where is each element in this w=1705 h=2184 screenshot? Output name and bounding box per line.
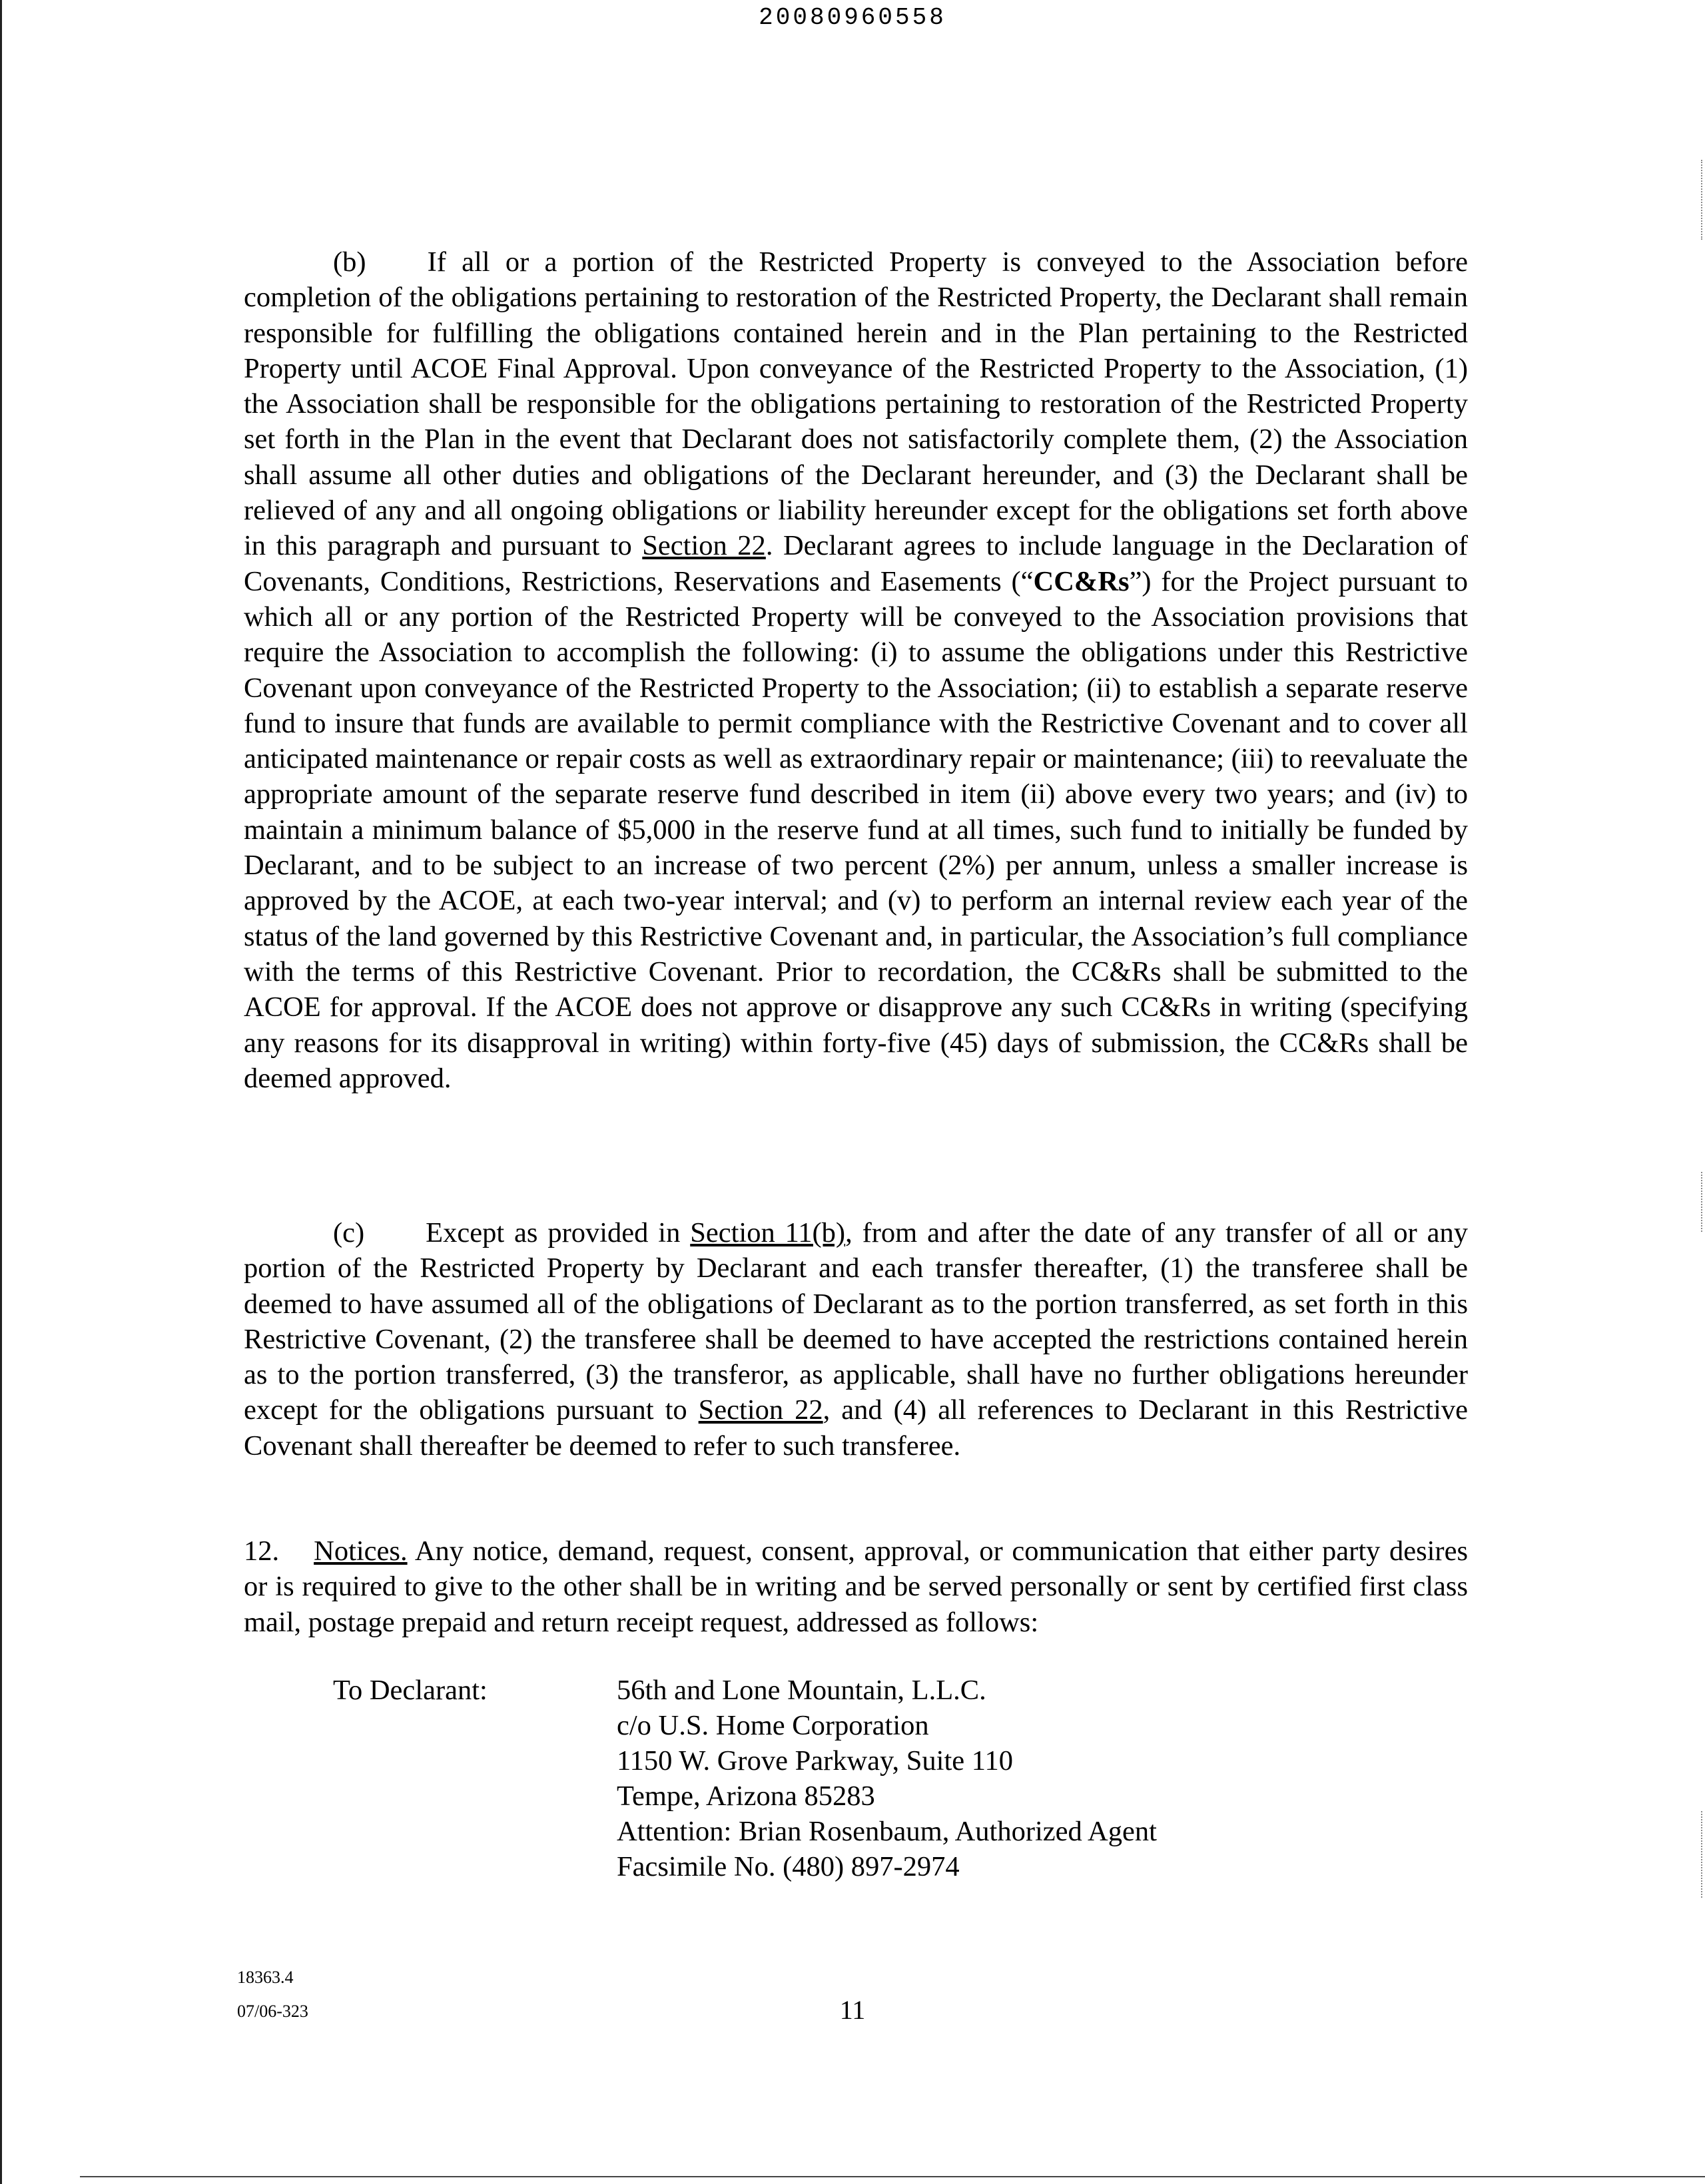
scan-edge-mark bbox=[1701, 160, 1704, 240]
paragraph-b-text: If all or a portion of the Restricted Property is conveyed to the Association before completion of the obligations pertaining to restoration of the Restricted Property, the Declarant shall remain responsible for fulfilling the obligations contained herein and in the Plan pertaining to the Restricted Property until ACOE Final Approval. Upon conveyance of the Restricted Property to the Association, (1) the Association shall be responsible for the obligations pertaining to restoration of the Restricted Property set forth in the Plan in the event that Declarant does not satisfactorily complete them, (2) the Association shall assume all other duties and obligations of the Declarant hereunder, and (3) the Declarant shall be relieved of any and all ongoing obligations or liability hereunder except for the obligations set forth above in this paragraph and pursuant to bbox=[244, 246, 1468, 562]
scan-edge-mark bbox=[1701, 1172, 1704, 1232]
document-number: 20080960558 bbox=[759, 4, 946, 31]
paragraph-b-text: . Declarant agrees to include language in the Declaration of Covenants, Conditions, Restrictions, Reservations and Easements (“ bbox=[244, 530, 1468, 597]
paragraph-b bbox=[244, 244, 1468, 1096]
address-line: 56th and Lone Mountain, L.L.C. bbox=[617, 1675, 986, 1706]
address-line: Attention: Brian Rosenbaum, Authorized Agent bbox=[617, 1816, 1157, 1847]
paragraph-c-text: , and (4) all references to Declarant in this Restrictive Covenant shall thereafter be deemed to refer to such transferee. bbox=[244, 1394, 1469, 1462]
scan-edge-mark bbox=[1701, 1811, 1704, 1898]
paragraph-c-text: Except as provided in bbox=[426, 1217, 691, 1248]
section-number: 12. bbox=[244, 1535, 280, 1567]
paragraph-c-text: , from and after the date of any transfer of all or any portion of the Restricted Property by Declarant and each transfer thereafter, (1) the transferee shall be deemed to have assumed all of the obligations of Declarant as to the portion transferred, as set forth in this Restrictive Covenant, (2) the transferee shall be deemed to have accepted the restrictions contained herein as to the portion transferred, (3) the transferor, as applicable, shall have no further obligations hereunder except for the obligations pursuant to bbox=[244, 1217, 1468, 1426]
section-12-text: Any notice, demand, request, consent, approval, or communication that either party desires or is required to give to the other shall be in writing and be served personally or sent by certified first class mail, postage prepaid and return receipt request, addressed as follows: bbox=[244, 1535, 1468, 1638]
ccrs-defined-term: CC&Rs bbox=[1033, 565, 1130, 597]
address-line: Facsimile No. (480) 897-2974 bbox=[617, 1851, 960, 1882]
address-label: To Declarant: bbox=[333, 1675, 488, 1706]
section-22-reference: Section 22 bbox=[698, 1394, 823, 1426]
section-12-notices bbox=[244, 1533, 1468, 1640]
address-line: c/o U.S. Home Corporation bbox=[617, 1710, 929, 1741]
address-lines bbox=[617, 1673, 1157, 1884]
address-line: Tempe, Arizona 85283 bbox=[617, 1780, 875, 1812]
paragraph-c-label: (c) bbox=[333, 1217, 365, 1248]
section-heading: Notices. bbox=[314, 1535, 408, 1567]
footer-revision-code: 07/06-323 bbox=[237, 2002, 308, 2021]
section-22-reference: Section 22 bbox=[642, 530, 766, 562]
address-line: 1150 W. Grove Parkway, Suite 110 bbox=[617, 1745, 1013, 1776]
section-11b-reference: Section 11(b) bbox=[690, 1217, 846, 1248]
paragraph-b-label: (b) bbox=[333, 246, 366, 278]
page-number: 11 bbox=[839, 1995, 866, 2025]
paragraph-c bbox=[244, 1215, 1468, 1464]
footer-document-code: 18363.4 bbox=[237, 1968, 294, 1987]
paragraph-b-text: ”) for the Project pursuant to which all or any portion of the Restricted Property will be conveyed to the Association provisions that require the Association to accomplish the following: (i) to assume the obligations under this Restrictive Covenant upon conveyance of the Restricted Property to the Association; (ii) to establish a separate reserve fund to insure that funds are available to permit compliance with the Restrictive Covenant and to cover all anticipated maintenance or repair costs as well as extraordinary repair or maintenance; (iii) to reevaluate the appropriate amount of the separate reserve fund described in item (ii) above every two years; and (iv) to maintain a minimum balance of $5,000 in the reserve fund at all times, such fund to initially be funded by Declarant, and to be subject to an increase of two percent (2%) per annum, unless a smaller increase is approved by the ACOE, at each two-year interval; and (v) to perform an internal review each year of the status of the land governed by this Restrictive Covenant and, in particular, the Association’s full compliance with the terms of this Restrictive Covenant. Prior to recordation, the CC&Rs shall be submitted to the ACOE for approval. If the ACOE does not approve or disapprove any such CC&Rs in writing (specifying any reasons for its disapproval in writing) within forty-five (45) days of submission, the CC&Rs shall be deemed approved. bbox=[244, 565, 1468, 1094]
scan-bottom-border bbox=[80, 2176, 1705, 2177]
scan-left-border bbox=[0, 0, 2, 2184]
